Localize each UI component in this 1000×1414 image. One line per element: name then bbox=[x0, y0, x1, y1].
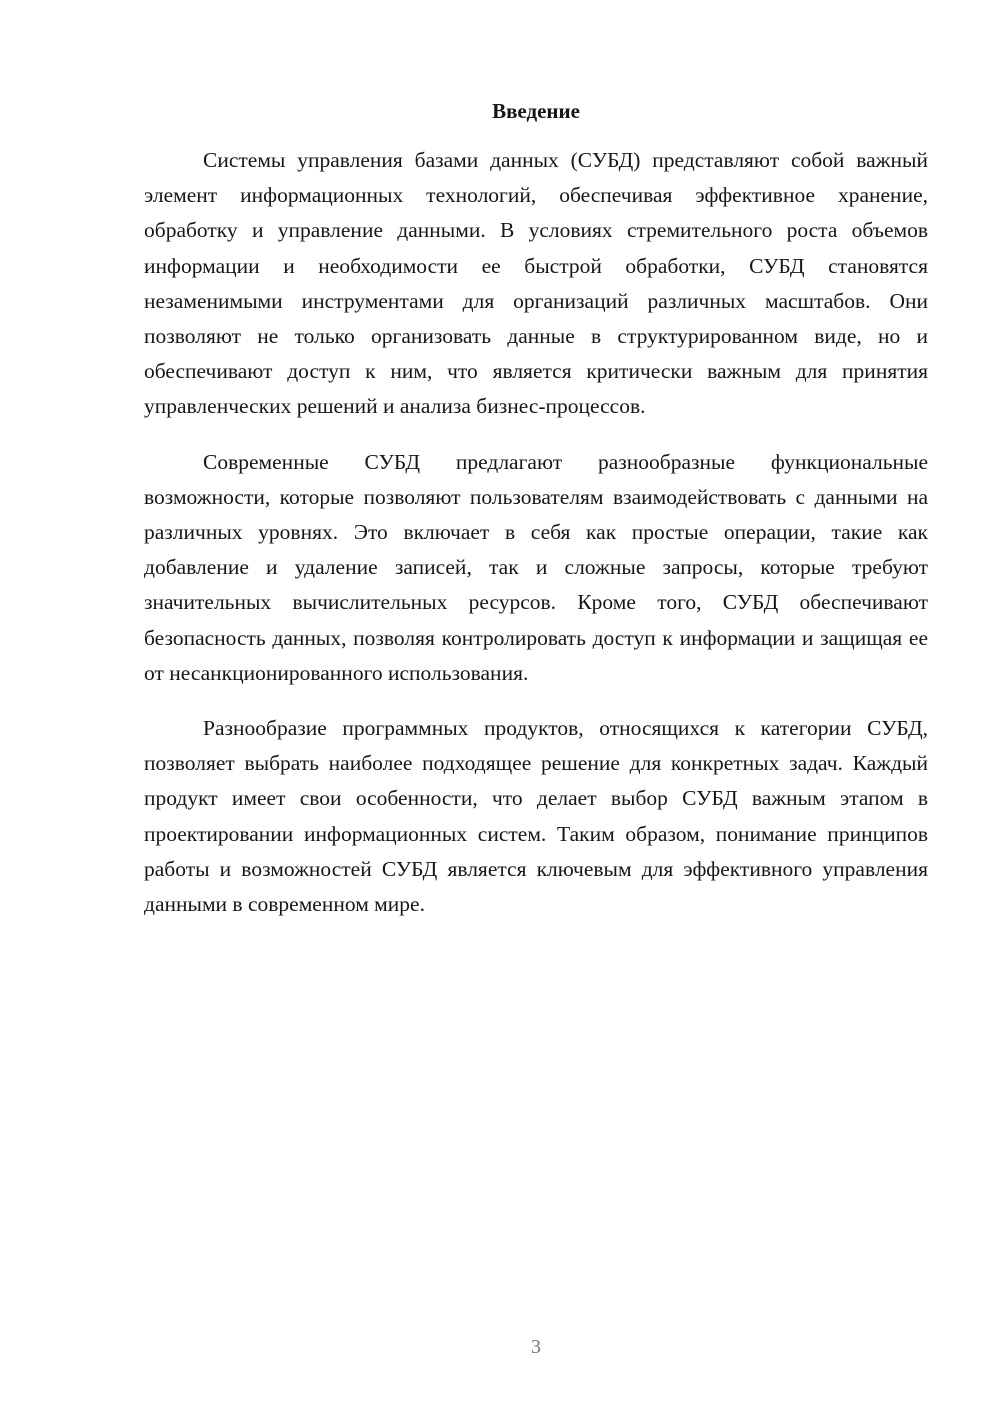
page-body bbox=[144, 96, 928, 942]
paragraph-diversity: Разнообразие программных продуктов, относящихся к категории СУБД, позволяет выбрать наиболее подходящее решение для конкретных задач. Каждый продукт имеет свои особенности, что делает выбор СУБД важным этапом в проектировании информационных систем. Таким образом, понимание принципов работы и возможностей СУБД является ключевым для эффективного управления данными в современном мире. bbox=[144, 716, 928, 917]
page-number: 3 bbox=[531, 1336, 541, 1358]
paragraph-capabilities: Современные СУБД предлагают разнообразные функциональные возможности, которые позволяют пользователям взаимодействовать с данными на различных уровнях. Это включает в себя как простые операции, такие как добавление и удаление записей, так и сложные запросы, которые требуют значительных вычислительных ресурсов. Кроме того, СУБД обеспечивают безопасность данных, позволяя контролировать доступ к информации и защищая ее от несанкционированного использования. bbox=[144, 449, 928, 685]
page-title: Введение bbox=[492, 99, 580, 123]
paragraph-intro: Системы управления базами данных (СУБД) представляют собой важный элемент информационных технологий, обеспечивая эффективное хранение, обработку и управление данными. В условиях стремительного роста объемов информации и необходимости ее быстрой обработки, СУБД становятся незаменимыми инструментами для организаций различных масштабов. Они позволяют не только организовать данные в структурированном виде, но и обеспечивают доступ к ним, что является критически важным для принятия управленческих решений и анализа бизнес-процессов. bbox=[144, 148, 928, 419]
